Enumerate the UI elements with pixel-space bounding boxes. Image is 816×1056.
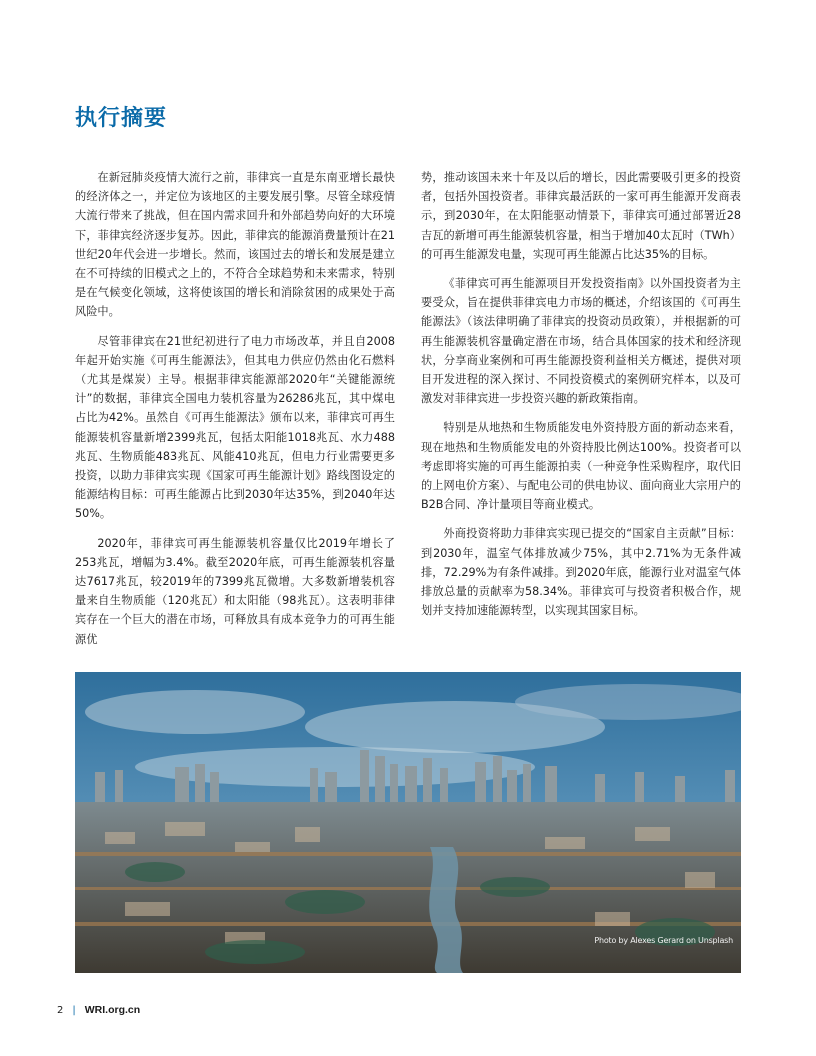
footer-separator: | xyxy=(72,1004,76,1016)
paragraph-6: 外商投资将助力菲律宾实现已提交的“国家自主贡献”目标：到2030年，温室气体排放减少75%，其中2.71%为无条件减排，72.29%为有条件减排。到2020年底，能源行业对温室气体排放总量的贡献率为58.34%。菲律宾可与投资者积极合作，规划并支持加速能源转型，以实现其国家目标。 xyxy=(421,527,741,618)
page-title: 执行摘要 xyxy=(75,106,168,131)
paragraph-1: 在新冠肺炎疫情大流行之前，菲律宾一直是东南亚增长最快的经济体之一，并定位为该地区的主要发展引擎。尽管全球疫情大流行带来了挑战，但在国内需求回升和外部趋势向好的大环境下，菲律宾经济逐步复苏。因此，菲律宾的能源消费量预计在21世纪20年代会进一步增长。然而，该国过去的增长和发展是建立在不可持续的旧模式之上的，不符合全球趋势和未来需求，特别是在气候变化领域，这将使该国的增长和消除贫困的成果处于高风险中。 xyxy=(75,171,395,319)
city-skyline-photo xyxy=(75,672,741,973)
left-text-column xyxy=(75,168,395,659)
paragraph-2: 尽管菲律宾在21世纪初进行了电力市场改革，并且自2008年起开始实施《可再生能源法》，但其电力供应仍然由化石燃料（尤其是煤炭）主导。根据菲律宾能源部2020年“关键能源统计”的数据，菲律宾全国电力装机容量为26286兆瓦，其中煤电占比为42%。虽然自《可再生能源法》颁布以来，菲律宾可再生能源装机容量新增2399兆瓦，包括太阳能1018兆瓦、水力488兆瓦、生物质能483兆瓦、风能410兆瓦，但电力行业需要更多投资，以助力菲律宾实现《国家可再生能源计划》路线图设定的能源结构目标：可再生能源占比到2030年达35%，到2040年达50%。 xyxy=(75,334,395,521)
paragraph-5: 特别是从地热和生物质能发电外资持股方面的新动态来看，现在地热和生物质能发电的外资持股比例达100%。投资者可以考虑即将实施的可再生能源拍卖（一种竞争性采购程序，取代旧的上网电价方案）、与配电公司的供电协议、面向商业大宗用户的B2B合同、净计量项目等商业模式。 xyxy=(421,421,741,512)
skyline-illustration xyxy=(75,672,741,973)
page-footer xyxy=(57,1004,140,1016)
page-number: 2 xyxy=(57,1004,64,1016)
paragraph-3-continued: 势，推动该国未来十年及以后的增长，因此需要吸引更多的投资者，包括外国投资者。菲律宾最活跃的一家可再生能源开发商表示，到2030年，在太阳能驱动情景下，菲律宾可通过部署近28吉瓦的新增可再生能源装机容量，相当于增加40太瓦时（TWh）的可再生能源发电量，实现可再生能源占比达35%的目标。 xyxy=(421,171,741,261)
paragraph-3: 2020年，菲律宾可再生能源装机容量仅比2019年增长了253兆瓦，增幅为3.4%。截至2020年底，可再生能源装机容量达7617兆瓦，较2019年的7399兆瓦微增。大多数新增装机容量来自生物质能（120兆瓦）和太阳能（98兆瓦）。这表明菲律宾存在一个巨大的潜在市场，可释放具有成本竞争力的可再生能源优 xyxy=(75,536,395,646)
photo-credit: Photo by Alexes Gerard on Unsplash xyxy=(594,936,733,945)
right-text-column xyxy=(421,168,741,630)
website-link[interactable]: WRI.org.cn xyxy=(84,1004,141,1016)
paragraph-4: 《菲律宾可再生能源项目开发投资指南》以外国投资者为主要受众，旨在提供菲律宾电力市场的概述，介绍该国的《可再生能源法》（该法律明确了菲律宾的投资动员政策），并根据新的可再生能源装机容量确定潜在市场，结合具体国家的技术和经济现状，分享商业案例和可再生能源投资利益相关方概述，提供对项目开发进程的深入探讨、不同投资模式的案例研究样本，以及可激发对菲律宾进一步投资兴趣的新政策指南。 xyxy=(421,277,741,406)
